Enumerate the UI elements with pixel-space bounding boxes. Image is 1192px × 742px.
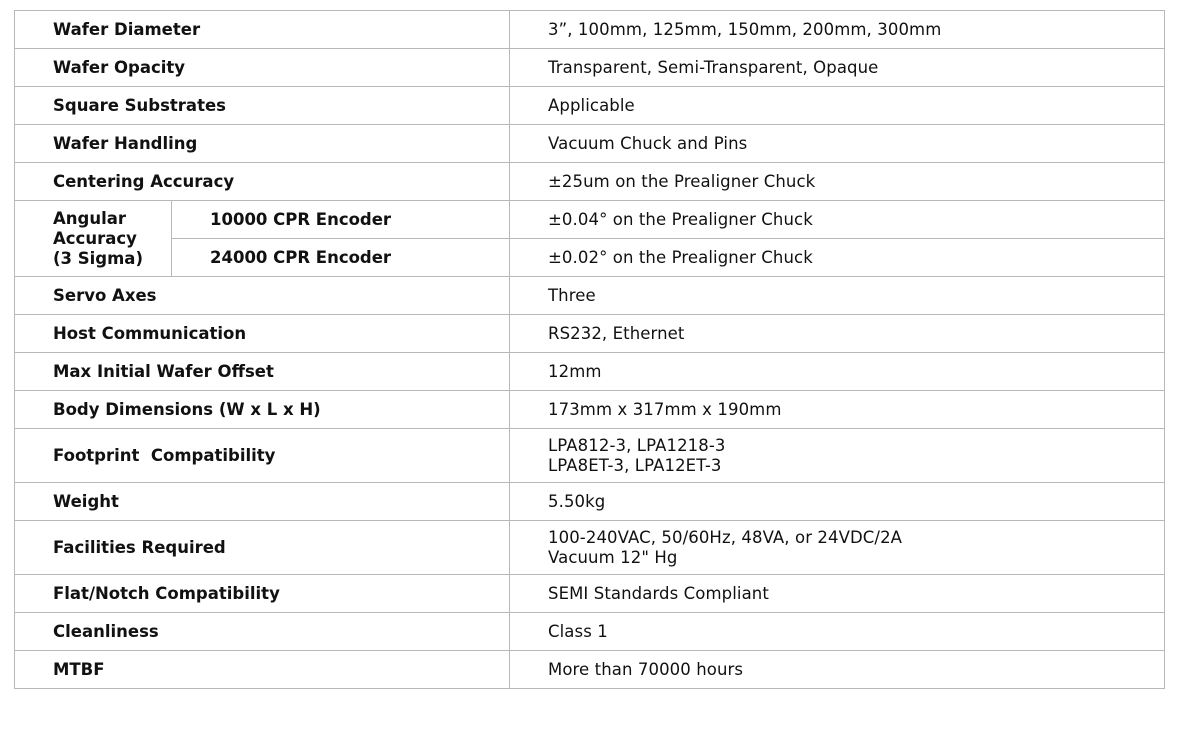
facilities-value-line1: 100-240VAC, 50/60Hz, 48VA, or 24VDC/2A [548, 527, 903, 547]
table-row [15, 613, 1165, 651]
row-value: RS232, Ethernet [510, 315, 1165, 353]
angular-label-line2: Accuracy [53, 228, 137, 248]
table-row [15, 49, 1165, 87]
encoder-value: ±0.02° on the Prealigner Chuck [510, 239, 1165, 277]
encoder-label: 24000 CPR Encoder [172, 239, 510, 277]
row-label: Host Communication [15, 315, 510, 353]
angular-accuracy-label [15, 201, 172, 277]
row-label: Servo Axes [15, 277, 510, 315]
table-row-angular-1 [15, 201, 1165, 239]
table-row [15, 391, 1165, 429]
row-value: Applicable [510, 87, 1165, 125]
row-value: Class 1 [510, 613, 1165, 651]
encoder-label: 10000 CPR Encoder [172, 201, 510, 239]
row-label: Square Substrates [15, 87, 510, 125]
table-row [15, 575, 1165, 613]
row-label: MTBF [15, 651, 510, 689]
footprint-value-line2: LPA8ET-3, LPA12ET-3 [548, 455, 722, 475]
row-label: Flat/Notch Compatibility [15, 575, 510, 613]
footprint-label: Footprint Compatibility [15, 429, 510, 483]
row-label: Max Initial Wafer Offset [15, 353, 510, 391]
row-value: Three [510, 277, 1165, 315]
row-value: More than 70000 hours [510, 651, 1165, 689]
table-row [15, 277, 1165, 315]
row-label: Body Dimensions (W x L x H) [15, 391, 510, 429]
angular-label-line3: (3 Sigma) [53, 248, 143, 268]
row-label: Wafer Diameter [15, 11, 510, 49]
row-value: SEMI Standards Compliant [510, 575, 1165, 613]
table-row-facilities [15, 521, 1165, 575]
table-row [15, 163, 1165, 201]
table-row [15, 87, 1165, 125]
specification-table [14, 10, 1165, 689]
row-value: Transparent, Semi-Transparent, Opaque [510, 49, 1165, 87]
row-value: 173mm x 317mm x 190mm [510, 391, 1165, 429]
facilities-value-line2: Vacuum 12" Hg [548, 547, 678, 567]
angular-label-line1: Angular [53, 208, 127, 228]
table-row [15, 125, 1165, 163]
table-row [15, 11, 1165, 49]
encoder-value: ±0.04° on the Prealigner Chuck [510, 201, 1165, 239]
facilities-value [510, 521, 1165, 575]
table-row-footprint [15, 429, 1165, 483]
weight-label: Weight [15, 483, 510, 521]
table-row [15, 353, 1165, 391]
facilities-label: Facilities Required [15, 521, 510, 575]
table-row-weight [15, 483, 1165, 521]
table-row [15, 651, 1165, 689]
row-value: 3”, 100mm, 125mm, 150mm, 200mm, 300mm [510, 11, 1165, 49]
row-label: Wafer Handling [15, 125, 510, 163]
footprint-value-line1: LPA812-3, LPA1218-3 [548, 435, 726, 455]
table-row [15, 315, 1165, 353]
footprint-value [510, 429, 1165, 483]
row-label: Wafer Opacity [15, 49, 510, 87]
table-row-angular-2 [15, 239, 1165, 277]
row-value: ±25um on the Prealigner Chuck [510, 163, 1165, 201]
weight-value: 5.50kg [510, 483, 1165, 521]
row-value: 12mm [510, 353, 1165, 391]
row-label: Cleanliness [15, 613, 510, 651]
row-value: Vacuum Chuck and Pins [510, 125, 1165, 163]
row-label: Centering Accuracy [15, 163, 510, 201]
